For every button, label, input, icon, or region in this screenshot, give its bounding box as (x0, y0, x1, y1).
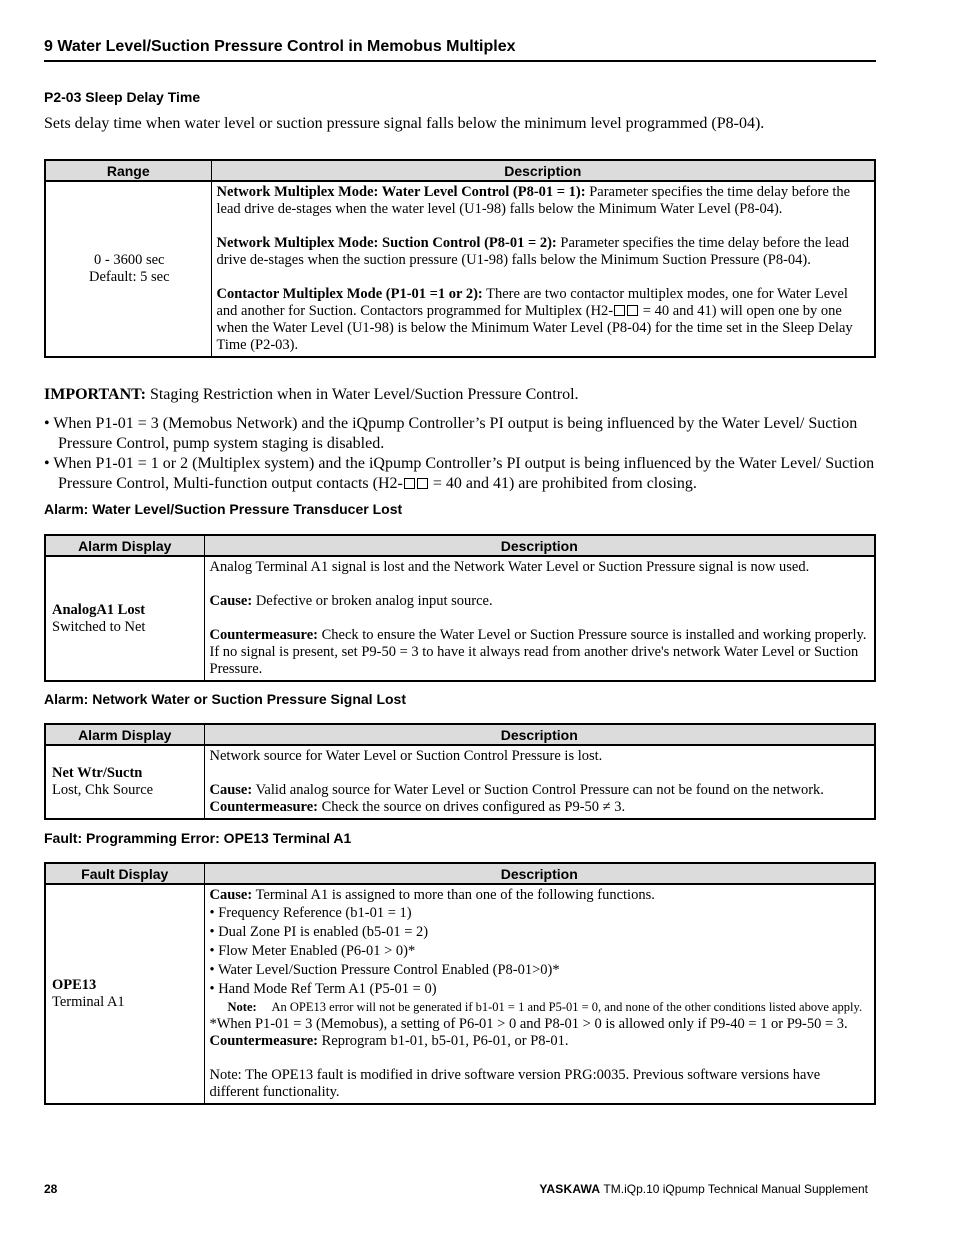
sleep-delay-heading: P2-03 Sleep Delay Time (44, 89, 201, 105)
countermeasure-label: Countermeasure: (209, 1033, 318, 1049)
important-label: IMPORTANT: (44, 386, 146, 403)
bullet-icon: • (209, 943, 215, 959)
alarm-transducer-table (44, 534, 876, 682)
range-default: Default: 5 sec (88, 269, 170, 285)
range-cell (45, 181, 211, 357)
list-item (210, 961, 871, 980)
document-id: TM.iQp.10 iQpump Technical Manual Supplement (600, 1182, 868, 1196)
bullet-text: When P1-01 = 3 (Memobus Network) and the iQpump Controller’s PI output is being influenced by the Water Level/ Suction Pressure Control, pump system staging is disabled. (53, 415, 858, 452)
suction-mode-label: Network Multiplex Mode: Suction Control (P8-01 = 2): (216, 235, 557, 251)
alarm-transducer-description-cell (204, 556, 875, 681)
ope13-note (210, 999, 871, 1016)
cause-label: Cause: (209, 887, 253, 903)
fault-ope13-table (44, 862, 876, 1105)
bullet-icon: • (209, 962, 215, 978)
alarm-display-column-header: Alarm Display (45, 535, 204, 556)
header-rule (44, 60, 876, 62)
function-list (210, 904, 871, 999)
countermeasure-paragraph (210, 799, 871, 816)
suction-mode-paragraph (217, 235, 871, 269)
cause-text: Defective or broken analog input source. (252, 593, 493, 609)
alarm-transducer-heading: Alarm: Water Level/Suction Pressure Transducer Lost (44, 501, 403, 517)
section-header-title: 9 Water Level/Suction Pressure Control in Memobus Multiplex (44, 38, 516, 55)
list-item-text: Dual Zone PI is enabled (b5-01 = 2) (218, 924, 429, 940)
bullet-icon: • (44, 455, 50, 472)
contactor-mode-label: Contactor Multiplex Mode (P1-01 =1 or 2): (216, 286, 483, 302)
footer-doc-title (539, 1182, 868, 1196)
countermeasure-text: Check to ensure the Water Level or Suction Pressure source is installed and working properly. If no signal is present, set P9-50 = 3 to have it always read from another drive's network Water Level or Suction Pressure. (209, 627, 867, 677)
alarm-network-table (44, 723, 876, 820)
alarm-display-subtext: Lost, Chk Source (52, 782, 154, 798)
brand-logo-text: YASKAWA (539, 1182, 601, 1196)
important-note (44, 385, 876, 405)
placeholder-box-icon (614, 305, 625, 316)
countermeasure-label: Countermeasure: (209, 627, 318, 643)
description-column-header: Description (204, 535, 875, 556)
placeholder-box-icon (404, 478, 415, 489)
bullet-icon: • (209, 924, 215, 940)
countermeasure-label: Countermeasure: (209, 799, 318, 815)
countermeasure-text: Check the source on drives configured as P9-50 ≠ 3. (317, 799, 626, 815)
description-column-header: Description (204, 724, 875, 745)
list-item (44, 454, 884, 494)
description-column-header: Description (204, 863, 875, 884)
countermeasure-paragraph (210, 1033, 871, 1050)
fault-display-code: OPE13 (52, 977, 97, 993)
description-column-header: Description (211, 160, 875, 181)
note-label: Note: (227, 1000, 257, 1014)
list-item-text: Flow Meter Enabled (P6-01 > 0)* (218, 943, 416, 959)
cause-text: Valid analog source for Water Level or Suction Control Pressure can not be found on the network. (252, 782, 824, 798)
cause-text: Terminal A1 is assigned to more than one of the following functions. (252, 887, 655, 903)
alarm-display-code: Net Wtr/Suctn (52, 765, 143, 781)
cause-paragraph (210, 782, 871, 799)
alarm-display-cell (45, 745, 204, 819)
cause-label: Cause: (209, 593, 253, 609)
alarm-network-description-cell (204, 745, 875, 819)
alarm-display-column-header: Alarm Display (45, 724, 204, 745)
bullet-icon: • (209, 905, 215, 921)
alarm-network-heading: Alarm: Network Water or Suction Pressure Signal Lost (44, 691, 407, 707)
water-level-mode-paragraph (217, 184, 871, 218)
contactor-mode-paragraph (217, 286, 871, 354)
suction-mode-text: Parameter specifies the time delay before the lead drive de-stages when the suction pressure (U1-98) falls below the Minimum Suction Pressure (P8-04). (216, 235, 850, 268)
sleep-delay-intro: Sets delay time when water level or suction pressure signal falls below the minimum level programmed (P8-04). (44, 115, 765, 132)
important-text: Staging Restriction when in Water Level/Suction Pressure Control. (145, 386, 579, 403)
footnote-text: *When P1-01 = 3 (Memobus), a setting of P6-01 > 0 and P8-01 > 0 is allowed only if P9-40 = 1 or P9-50 = 3. (209, 1016, 848, 1032)
software-version-note: Note: The OPE13 fault is modified in drive software version PRG:0035. Previous software versions have different functionality. (209, 1067, 821, 1100)
list-item-text: Hand Mode Ref Term A1 (P5-01 = 0) (218, 981, 437, 997)
sleep-delay-description-cell (211, 181, 875, 357)
placeholder-box-icon (417, 478, 428, 489)
list-item (210, 904, 871, 923)
countermeasure-paragraph (210, 627, 871, 678)
list-item (210, 923, 871, 942)
contactor-mode-text-b: = 40 and 41) will open one by one when the Water Level (U1-98) is below the Minimum Water Level (P8-04) for the time set in the Sleep Delay Time (P2-03). (216, 303, 853, 353)
page-number: 28 (44, 1182, 58, 1196)
cause-label: Cause: (209, 782, 253, 798)
countermeasure-text: Reprogram b1-01, b5-01, P6-01, or P8-01. (317, 1033, 569, 1049)
list-item (44, 414, 884, 454)
fault-display-subtext: Terminal A1 (52, 994, 125, 1010)
list-item (210, 942, 871, 961)
cause-paragraph (210, 593, 871, 610)
fault-display-column-header: Fault Display (45, 863, 204, 884)
water-level-mode-label: Network Multiplex Mode: Water Level Control (P8-01 = 1): (216, 184, 586, 200)
bullet-icon: • (209, 981, 215, 997)
bullet-icon: • (44, 415, 50, 432)
range-column-header: Range (45, 160, 211, 181)
bullet-text-a: When P1-01 = 1 or 2 (Multiplex system) and the iQpump Controller’s PI output is being influenced by the Water Level/ Suction Pressure Control, Multi-function output contacts (H2- (53, 455, 875, 492)
range-value: 0 - 3600 sec (94, 252, 165, 268)
alarm-display-cell (45, 556, 204, 681)
alarm-display-subtext: Switched to Net (52, 618, 146, 635)
cause-paragraph (210, 887, 871, 904)
sleep-delay-table (44, 159, 876, 358)
list-item-text: Frequency Reference (b1-01 = 1) (218, 905, 412, 921)
list-item-text: Water Level/Suction Pressure Control Enabled (P8-01>0)* (217, 962, 560, 978)
contactor-mode-text-a: There are two contactor multiplex modes, one for Water Level and another for Suction. Contactors programmed for Multiplex (H2- (216, 286, 848, 319)
alarm-description-text: Network source for Water Level or Suction Control Pressure is lost. (209, 748, 603, 764)
list-item (210, 980, 871, 999)
placeholder-box-icon (627, 305, 638, 316)
alarm-description-text: Analog Terminal A1 signal is lost and the Network Water Level or Suction Pressure signal is now used. (209, 559, 810, 575)
alarm-display-code: AnalogA1 Lost (52, 601, 146, 618)
fault-ope13-description-cell (204, 884, 875, 1104)
bullet-text-b: = 40 and 41) are prohibited from closing. (428, 475, 697, 492)
note-text: An OPE13 error will not be generated if b1-01 = 1 and P5-01 = 0, and none of the other conditions listed above apply. (271, 1000, 863, 1014)
fault-display-cell (45, 884, 204, 1104)
important-bullet-list (44, 414, 884, 494)
water-level-mode-text: Parameter specifies the time delay before the lead drive de-stages when the water level (U1-98) falls below the Minimum Water Level (P8-04). (216, 184, 851, 217)
fault-ope13-heading: Fault: Programming Error: OPE13 Terminal A1 (44, 830, 352, 846)
